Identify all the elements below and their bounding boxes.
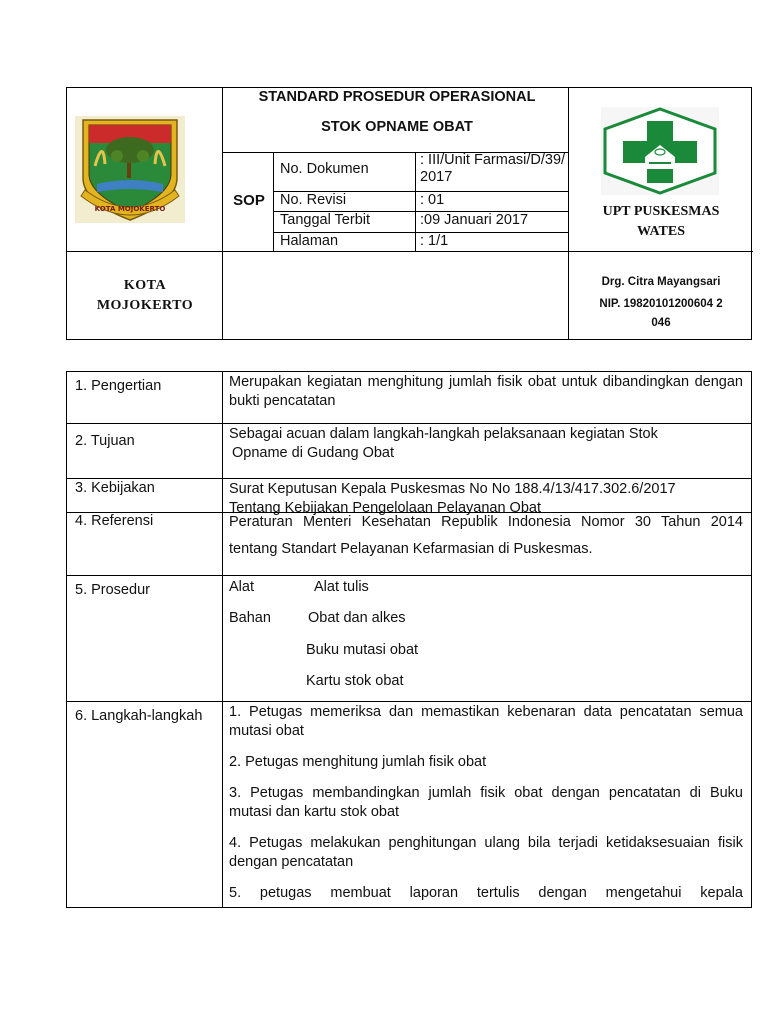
step-item: 2. Petugas menghitung jumlah fisik obat (229, 754, 487, 770)
document-subtitle: STOK OPNAME OBAT (321, 119, 473, 135)
field-label-halaman: Halaman (280, 233, 339, 249)
sop-header-table (66, 87, 752, 340)
signer-nip: NIP. 19820101200604 2 046 (599, 298, 723, 329)
step-item: 5. petugas membuat laporan tertulis dengan mengetahui kepala (229, 885, 743, 901)
row-content: Peraturan Menteri Kesehatan Republik Indonesia Nomor 30 Tahun 2014 tentang Standart Pelayanan Kefarmasian di Puskesmas. (229, 514, 743, 557)
sop-label: SOP (233, 192, 265, 209)
field-label-revisi: No. Revisi (280, 192, 347, 208)
bahan-item: Obat dan alkes (308, 610, 406, 626)
city-name: KOTA MOJOKERTO (96, 278, 194, 313)
bahan-label: Bahan (229, 610, 271, 626)
row-label: 5. Prosedur (67, 576, 223, 701)
puskesmas-logo (601, 107, 719, 195)
bahan-item: Buku mutasi obat (306, 642, 419, 658)
field-value-revisi: : 01 (420, 192, 445, 208)
bahan-item: Kartu stok obat (306, 673, 404, 689)
step-item: 3. Petugas membandingkan jumlah fisik obat dengan pencatatan di Buku mutasi dan kartu stok obat (229, 785, 743, 820)
organization-name: UPT PUSKESMAS WATES (602, 204, 720, 239)
table-row (67, 479, 751, 516)
table-row (67, 424, 751, 479)
row-content: Merupakan kegiatan menghitung jumlah fisik obat untuk dibandingkan dengan bukti pencatatan (229, 374, 743, 409)
signer-name: Drg. Citra Mayangsari (601, 276, 721, 288)
row-content (223, 702, 751, 907)
table-row (67, 576, 751, 702)
alat-label: Alat (229, 579, 254, 595)
row-label: 6. Langkah-langkah (67, 702, 223, 907)
row-content: Surat Keputusan Kepala Puskesmas No No 188.4/13/417.302.6/2017 Tentang Kebijakan Pengelolaan Pelayanan Obat (229, 481, 676, 516)
document-title: STANDARD PROSEDUR OPERASIONAL (258, 89, 536, 105)
field-label-tanggal: Tanggal Terbit (280, 212, 371, 228)
sop-content-table (66, 371, 752, 908)
svg-text:KOTA MOJOKERTO: KOTA MOJOKERTO (94, 205, 166, 213)
kota-mojokerto-logo (75, 116, 185, 223)
step-item: 1. Petugas memeriksa dan memastikan kebenaran data pencatatan semua mutasi obat (229, 704, 743, 739)
row-content (223, 576, 751, 701)
field-value-halaman: : 1/1 (420, 233, 449, 249)
field-value-dokumen: : III/Unit Farmasi/D/39/ 2017 (420, 152, 566, 185)
step-item: 4. Petugas melakukan penghitungan ulang bila terjadi ketidaksesuaian fisik dengan pencatatan (229, 835, 743, 870)
row-label: 2. Tujuan (67, 424, 223, 478)
alat-value: Alat tulis (314, 579, 369, 595)
field-value-tanggal: :09 Januari 2017 (420, 212, 529, 228)
table-row (67, 372, 751, 424)
row-content: Sebagai acuan dalam langkah-langkah pelaksanaan kegiatan Stok Opname di Gudang Obat (229, 426, 658, 461)
table-row (67, 702, 751, 907)
divider (67, 251, 753, 252)
table-row (67, 513, 751, 576)
row-label: 3. Kebijakan (67, 479, 223, 512)
row-label: 1. Pengertian (67, 372, 223, 423)
divider (415, 152, 416, 252)
field-label-dokumen: No. Dokumen (280, 161, 369, 177)
row-label: 4. Referensi (67, 513, 223, 575)
